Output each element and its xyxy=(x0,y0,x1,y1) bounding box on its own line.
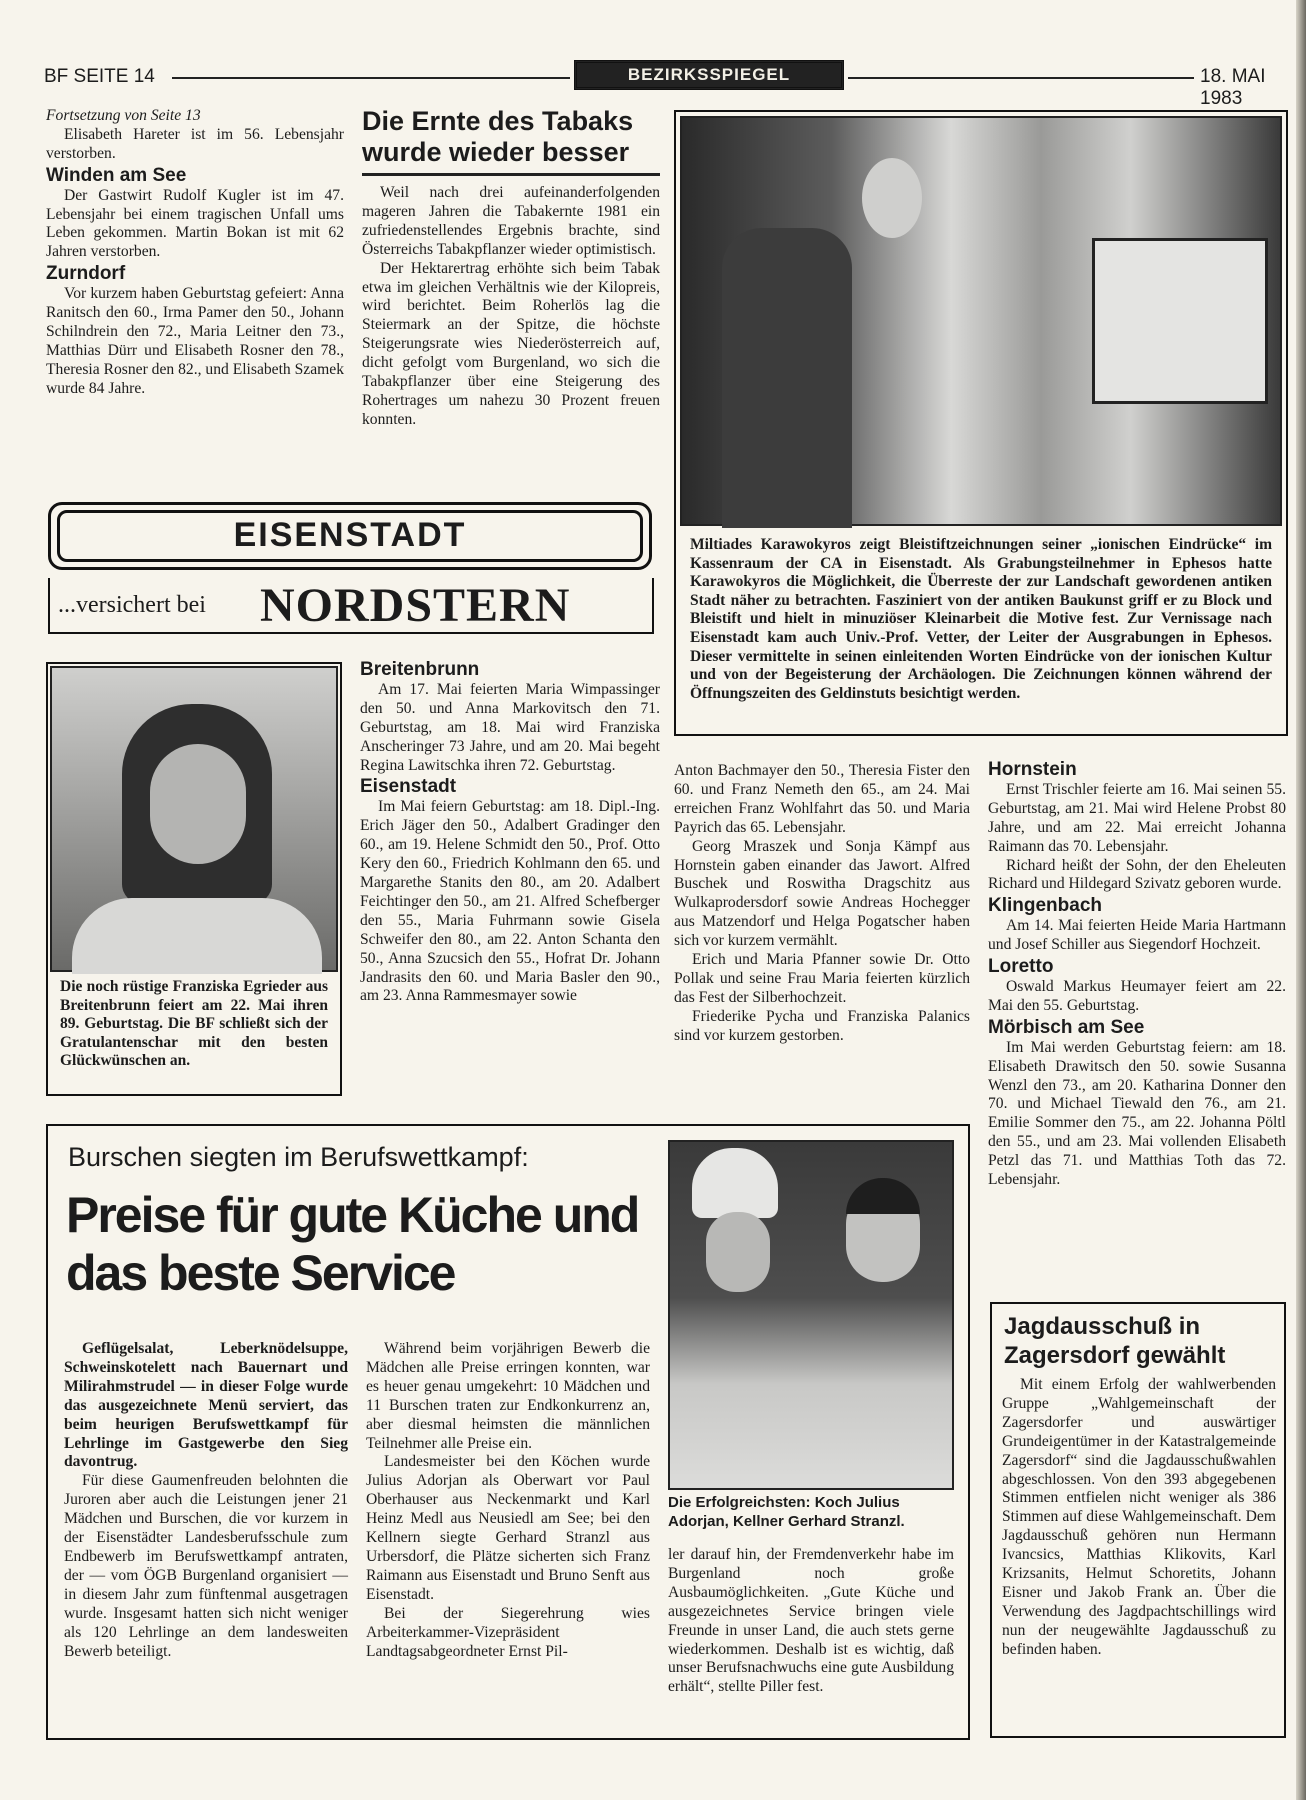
jagd-text-wrap xyxy=(1002,1376,1276,1660)
page-edge xyxy=(1296,0,1306,1800)
jagd-headline: Jagdausschuß in Zagersdorf gewählt xyxy=(1004,1313,1226,1369)
kueche-p1: Für diese Gaumenfreuden belohnten die Juroren aber auch die Leistungen jener 21 Mädchen und Burschen, die vor kurzem in der Eisenstädter Landesberufsschule zum Endbewerb im Berufswettkampf antraten, der — vom ÖGB Burgenland organisiert — in diesem Jahr zum fünftenmal ausgetragen wurde. Insgesamt hatten sich nicht weniger als 120 Lehrlinge an dem landesweiten Bewerb beteiligt. xyxy=(64,1472,348,1660)
klingenbach-title: Klingenbach xyxy=(988,895,1103,917)
exhibition-photo xyxy=(680,116,1282,526)
moerbisch-title: Mörbisch am See xyxy=(988,1016,1145,1038)
eisenstadt-cont-4: Friederike Pycha und Franziska Palanics sind vor kurzem gestorben. xyxy=(674,1007,970,1044)
column-3-mid xyxy=(674,762,970,1046)
column-2-mid xyxy=(360,658,660,1006)
breitenbrunn-title: Breitenbrunn xyxy=(360,659,480,680)
eisenstadt-cont-1: Anton Bachmayer den 50., Theresia Fister den 60. und Franz Nemeth den 65., am 24. Mai erreichen Franz Wohlfahrt das 50. und Maria Payrich das 65. Lebensjahr. xyxy=(674,762,970,836)
eisenstadt-title: Eisenstadt xyxy=(360,776,457,798)
tabak-p2: Der Hektarertrag erhöhte sich beim Tabak etwa im gleichen Verhältnis wie der Kilopreis, wird berichtet. Beim Roherlös lag die Steiermark an der Spitze, die höchste Steigerungsrate wies Niederösterreich auf, dicht gefolgt vom Burgenland, wo sich die Tabakpflanzer über eine Steigerung des Rohertrages um nahezu 30 Prozent freuen konnten. xyxy=(362,259,660,428)
zurndorf-text: Vor kurzem haben Geburtstag gefeiert: Anna Ranitsch den 60., Irma Pamer den 50., Johann Schilndrein den 72., Maria Leitner den 73., Matthias Dürr und Elisabeth Rosner den 78., Theresia Rosner den 82., und Elisabeth Szamek wurde 84 Jahre. xyxy=(46,285,344,397)
kueche-col-1 xyxy=(64,1340,348,1661)
zurndorf-title: Zurndorf xyxy=(46,263,126,285)
hornstein-p2: Richard heißt der Sohn, der den Eheleuten Richard und Hildegard Szivatz geboren wurde. xyxy=(988,856,1286,893)
column-1-top xyxy=(46,107,344,399)
winden-title: Winden am See xyxy=(46,164,187,186)
winners-photo xyxy=(668,1140,954,1490)
klingenbach-text: Am 14. Mai feierten Heide Maria Hartmann und Josef Schiller aus Siegendorf Hochzeit. xyxy=(988,917,1286,954)
loretto-title: Loretto xyxy=(988,956,1054,978)
page-header xyxy=(44,60,1288,109)
portrait-box xyxy=(46,662,342,1096)
continuation-note: Fortsetzung von Seite 13 xyxy=(46,107,201,124)
jagd-text: Mit einem Erfolg der wahlwerbenden Gruppe „Wahlgemeinschaft der Zagersdorfer und auswärtiger Grundeigentümer in der Katastralgemeinde Zagersdorf“ sind die Jagdausschußwahlen abgeschlossen. Von den 393 abgegebenen Stimmen entfielen nicht weniger als 386 Stimmen auf diese Wahlgemeinschaft. Dem Jagdausschuß gehören nun Hermann Ivancsics, Matthias Klikovits, Karl Krizsanits, Helmut Schoretits, Johann Eisner und Jakob Frank an. Über die Verwendung des Jagdpachtschillings wird nun der neugewählte Jagdausschuß zu befinden haben. xyxy=(1002,1376,1276,1658)
loretto-text: Oswald Markus Heumayer feiert am 22. Mai den 55. Geburtstag. xyxy=(988,977,1286,1014)
eisenstadt-text: Im Mai feiern Geburtstag: am 18. Dipl.-Ing. Erich Jäger den 50., Adalbert Gradinger den 60., am 19. Helene Schmidt den 50., Prof. Otto Kery den 60., Friedrich Kohlmann den 65. und Margarethe Stanits den 80., am 20. Adalbert Feichtinger den 50., am 21. Alfred Schefberger den 55., Maria Fuhrmann sowie Gisela Schweifer den 80., am 22. Anton Schanta den 50., Anna Szucsich den 55., Hofrat Dr. Johann Jandrasits den 60. und Maria Basler den 90., am 23. Anna Rammesmayer sowie xyxy=(360,798,660,1005)
moerbisch-text: Im Mai werden Geburtstag feiern: am 18. Elisabeth Drawitsch den 50. sowie Susanna Wenzl den 73., am 20. Katharina Donner den 70. und Michael Tiewald den 76., am 21. Emilie Sommer den 75., am 22. Johanna Pöltl den 55., und am 23. Mai vollenden Elisabeth Petzl das 71. und Matthias Toth das 72. Lebensjahr. xyxy=(988,1038,1286,1189)
portrait-caption: Die noch rüstige Franziska Egrieder aus Breitenbrunn feiert am 22. Mai ihren 89. Geburtstag. Die BF schließt sich der Gratulantenschar mit den besten Glückwünschen an. xyxy=(60,978,328,1070)
jagd-article xyxy=(990,1302,1286,1738)
eisenstadt-banner xyxy=(48,502,652,570)
hornstein-p1: Ernst Trischler feierte am 16. Mai seinen 55. Geburtstag, am 21. Mai wird Helene Probst 80 Jahre, und am 22. Mai erreicht Johanna Raimann das 70. Lebensjahr. xyxy=(988,780,1286,855)
kueche-p3: Landesmeister bei den Köchen wurde Julius Adorjan als Oberwart vor Paul Oberhauser aus Neckenmarkt und Karl Heinz Medl aus Neusiedl am See; bei den Kellnern siegte Gerhard Stranzl aus Urbersdorf, die Plätze sicherten sich Franz Raimann aus Eisenstadt und Bruno Senft aus Eisenstadt. xyxy=(366,1453,650,1603)
issue-date: 18. MAI 1983 xyxy=(1200,66,1266,109)
kueche-lead: Geflügelsalat, Leberknödelsuppe, Schweinskotelett nach Bauernart und Milirahmstrudel — in dieser Folge wurde das ausgezeichnete Menü serviert, das beim heurigen Berufswettkampf für Lehrlinge im Gastgewerbe den Sieg davontrug. xyxy=(64,1340,348,1471)
kueche-headline: Preise für gute Küche und das beste Service xyxy=(66,1187,639,1301)
kueche-p5: ler darauf hin, der Fremdenverkehr habe im Burgenland noch große Ausbaumöglichkeiten. „Gute Küche und ausgezeichnetes Service bringen viele Freunde in unser Land, die auch stets gerne wiederkommen. Deshalb ist es wichtig, daß unser Berufsnachwuchs eine gute Ausbildung erhält“, stellte Piller fest. xyxy=(668,1546,954,1696)
tabak-p1: Weil nach drei aufeinanderfolgenden mageren Jahren die Tabakernte 1981 ein zufriedenstellendes Ergebnis brachte, sind Österreichs Tabakpflanzer wieder optimistisch. xyxy=(362,184,660,258)
winners-caption: Die Erfolgreichsten: Koch Julius Adorjan, Kellner Gerhard Stranzl. xyxy=(668,1494,905,1530)
kueche-col-2 xyxy=(366,1340,650,1661)
nordstern-ad xyxy=(48,578,654,634)
breitenbrunn-text: Am 17. Mai feierten Maria Wimpassinger den 50. und Anna Markovitsch den 71. Geburtstag, am 18. Mai wird Franziska Anscheringer 73 Jahre, und am 20. Mai begeht Regina Lawitschka ihren 72. Geburtstag. xyxy=(360,680,660,774)
winden-text: Der Gastwirt Rudolf Kugler ist im 47. Lebensjahr bei einem tragischen Unfall ums Leben gekommen. Martin Bokan ist mit 62 Jahren verstorben. xyxy=(46,186,344,261)
page-number: BF SEITE 14 xyxy=(44,66,155,87)
banner-city: EISENSTADT xyxy=(233,516,467,554)
exhibition-photo-box xyxy=(674,110,1288,736)
nordstern-slogan: ...versichert bei xyxy=(58,592,206,618)
column-4-mid xyxy=(988,758,1286,1190)
intro-paragraph: Elisabeth Hareter ist im 56. Lebensjahr verstorben. xyxy=(46,125,344,162)
eisenstadt-cont-2: Georg Mraszek und Sonja Kämpf aus Hornstein gaben einander das Jawort. Alfred Buschek und Roswitha Dragschitz aus Wulkaprodersdorf sowie Andreas Hochegger aus Matzendorf und Helga Pogatscher haben sich vor kurzem vermählt. xyxy=(674,837,970,950)
kueche-article xyxy=(46,1124,970,1740)
kueche-col-3 xyxy=(668,1546,954,1697)
eisenstadt-cont-3: Erich und Maria Pfanner sowie Dr. Otto Pollak und seine Frau Maria feierten kürzlich das Fest der Silberhochzeit. xyxy=(674,951,970,1006)
kueche-p2: Während beim vorjährigen Bewerb die Mädchen alle Preise erringen konnten, war es heuer genau umgekehrt: 10 Mädchen und 11 Burschen traten zur Endkonkurrenz an, aber diesmal heimsten die männlichen Teilnehmer alle Preise ein. xyxy=(366,1340,650,1452)
tabak-article xyxy=(362,106,660,430)
section-label: BEZIRKSSPIEGEL xyxy=(627,65,791,84)
section-label-box xyxy=(574,60,844,90)
hornstein-title: Hornstein xyxy=(988,759,1077,780)
exhibition-caption: Miltiades Karawokyros zeigt Bleistiftzeichnungen seiner „ionischen Eindrücke“ im Kassenraum der CA in Eisenstadt. Als Grabungsteilnehmer in Ephesos hatte Karawokyros die Möglichkeit, die Überreste der zur Landschaft gewordenen antiken Stadt näher zu betrachten. Fasziniert von der antiken Baukunst griff er zu Block und Bleistift und hielt in minuziöser Kleinarbeit die Motive fest. Zur Vernissage nach Eisenstadt kam auch Univ.-Prof. Vetter, der Leiter der Ausgrabungen in Ephesos. Dieser vermittelte in seinen einleitenden Worten Eindrücke von der ionischen Kultur und von der Begeisterung der Archäologen. Die Zeichnungen können während der Öffnungszeiten des Geldinstuts besichtigt werden. xyxy=(690,536,1272,702)
kueche-kicker: Burschen siegten im Berufswettkampf: xyxy=(68,1142,529,1172)
tabak-headline: Die Ernte des Tabaks wurde wieder besser xyxy=(362,106,634,167)
portrait-photo xyxy=(50,666,338,972)
kueche-p4: Bei der Siegerehrung wies Arbeiterkammer-Vizepräsident Landtagsabgeordneter Ernst Pil- xyxy=(366,1604,650,1660)
nordstern-brand: NORDSTERN xyxy=(260,579,571,632)
